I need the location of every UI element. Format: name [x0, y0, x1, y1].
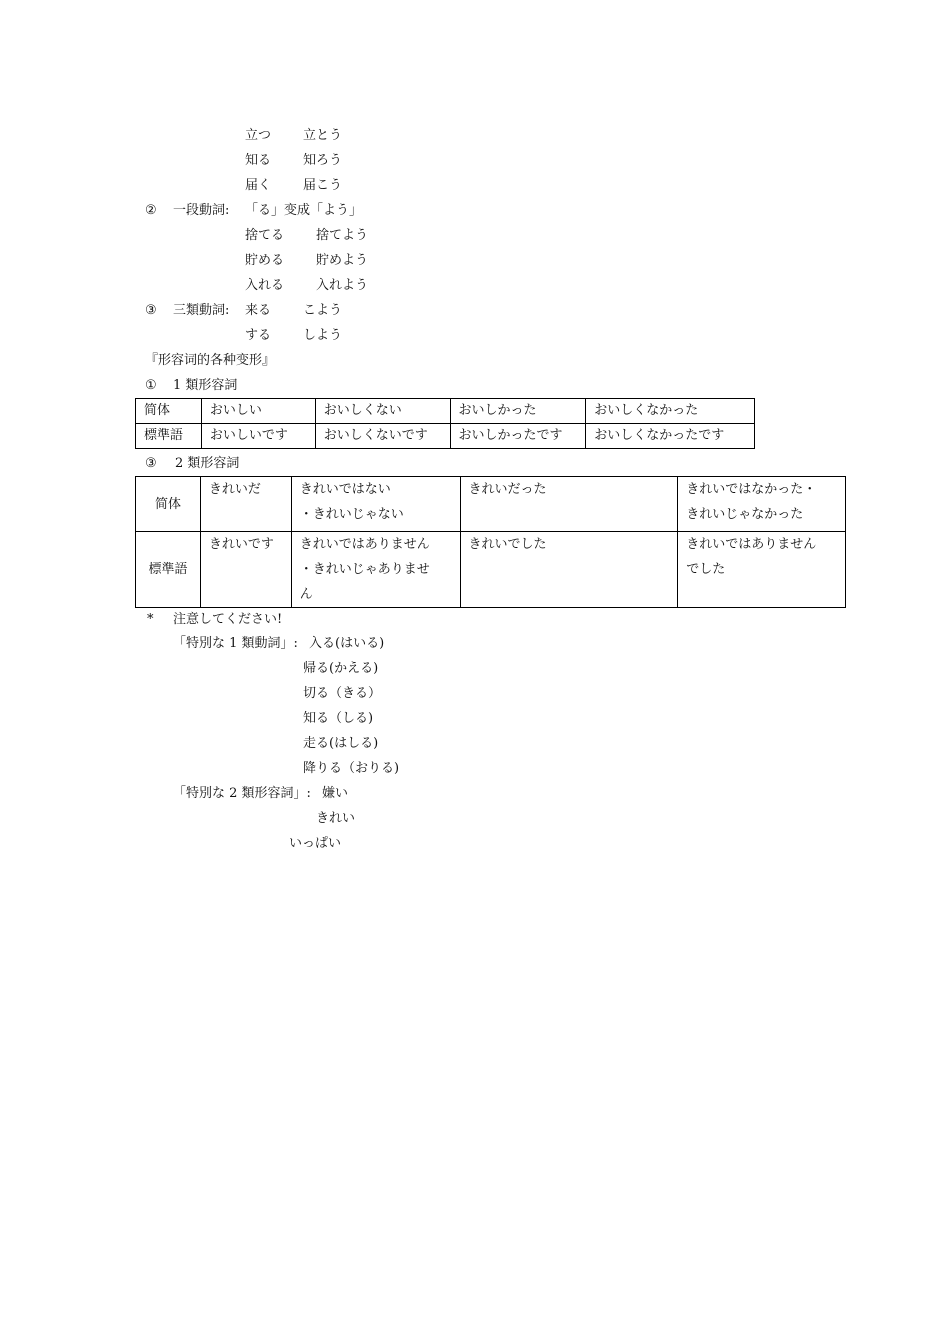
note-text: 注意してください!	[173, 612, 283, 627]
special-adj-item: いっぱい	[289, 836, 342, 851]
cell-line: きれいではなかった・	[686, 482, 817, 497]
row-label: 標準語	[136, 532, 201, 608]
adjective-section-heading: 『形容词的各种变形』	[145, 353, 276, 368]
table-cell	[200, 532, 291, 608]
special-verb-item: 帰る(かえる)	[303, 661, 379, 676]
adj1-conjugation-table	[135, 398, 755, 449]
table-cell: おいしかったです	[450, 424, 586, 449]
row-label: 標準語	[136, 424, 202, 449]
table-cell	[291, 477, 460, 532]
godan-example-dict: 知る	[245, 153, 272, 168]
godan-example-dict: 届く	[245, 178, 272, 193]
sanrui-label: 三類動詞:	[173, 303, 230, 318]
table-cell	[678, 532, 846, 608]
sanrui-example-dict: 来る	[245, 303, 272, 318]
special-verbs-label: 「特別な 1 類動詞」:	[173, 636, 298, 651]
cell-line: きれいではありません	[299, 537, 430, 552]
table-cell: おいしいです	[201, 424, 315, 449]
adj2-conjugation-table	[135, 476, 846, 608]
table-cell: おいしくない	[315, 399, 450, 424]
cell-line: ・きれいじゃありませ	[299, 562, 430, 577]
special-adj-item: 嫌い	[322, 786, 349, 801]
cell-line: ・きれいじゃない	[299, 507, 404, 522]
godan-example-dict: 立つ	[245, 128, 272, 143]
special-adj-label: 「特別な 2 類形容詞」:	[173, 786, 311, 801]
table-cell	[460, 477, 678, 532]
table-cell	[291, 532, 460, 608]
special-verb-item: 入る(はいる)	[309, 636, 385, 651]
cell-line: ん	[299, 587, 313, 602]
cell-line: きれいでした	[468, 537, 547, 552]
sanrui-example-dict: する	[245, 328, 272, 343]
ichidan-example-dict: 貯める	[245, 253, 285, 268]
adj1-number: ①	[145, 378, 157, 393]
special-verb-item: 切る（きる）	[303, 686, 382, 701]
special-verb-item: 降りる（おりる)	[303, 761, 400, 776]
ichidan-number: ②	[145, 203, 157, 218]
ichidan-example-volitional: 入れよう	[316, 278, 369, 293]
sanrui-example-volitional: しよう	[303, 328, 343, 343]
table-cell: おいしかった	[450, 399, 586, 424]
godan-example-volitional: 立とう	[303, 128, 343, 143]
cell-line: きれいではありません	[686, 537, 817, 552]
cell-line: きれいだ	[208, 482, 261, 497]
note-mark: *	[147, 612, 154, 627]
godan-example-volitional: 届こう	[303, 178, 343, 193]
ichidan-rule: 「る」变成「よう」	[245, 203, 363, 218]
table-row	[136, 424, 755, 449]
table-row	[136, 399, 755, 424]
table-cell: おいしい	[201, 399, 315, 424]
table-cell	[678, 477, 846, 532]
table-cell	[460, 532, 678, 608]
cell-line: きれいだった	[468, 482, 547, 497]
special-adj-item: きれい	[316, 811, 356, 826]
table-cell	[200, 477, 291, 532]
table-row	[136, 532, 846, 608]
adj2-title: 2 類形容詞	[175, 456, 240, 471]
cell-line: きれいではない	[299, 482, 391, 497]
sanrui-example-volitional: こよう	[303, 303, 343, 318]
table-cell: おいしくなかったです	[586, 424, 755, 449]
sanrui-number: ③	[145, 303, 157, 318]
cell-line: きれいじゃなかった	[686, 507, 804, 522]
cell-line: きれいです	[208, 537, 274, 552]
table-cell: おいしくなかった	[586, 399, 755, 424]
row-label: 简体	[136, 399, 202, 424]
ichidan-example-volitional: 貯めよう	[316, 253, 369, 268]
row-label: 简体	[136, 477, 201, 532]
table-row	[136, 477, 846, 532]
adj2-number: ③	[145, 456, 157, 471]
ichidan-label: 一段動詞:	[173, 203, 230, 218]
ichidan-example-volitional: 捨てよう	[316, 228, 369, 243]
cell-line: でした	[686, 562, 726, 577]
special-verb-item: 走る(はしる)	[303, 736, 379, 751]
godan-example-volitional: 知ろう	[303, 153, 343, 168]
adj1-title: 1 類形容詞	[173, 378, 238, 393]
table-cell: おいしくないです	[315, 424, 450, 449]
ichidan-example-dict: 入れる	[245, 278, 285, 293]
ichidan-example-dict: 捨てる	[245, 228, 285, 243]
special-verb-item: 知る（しる)	[303, 711, 374, 726]
